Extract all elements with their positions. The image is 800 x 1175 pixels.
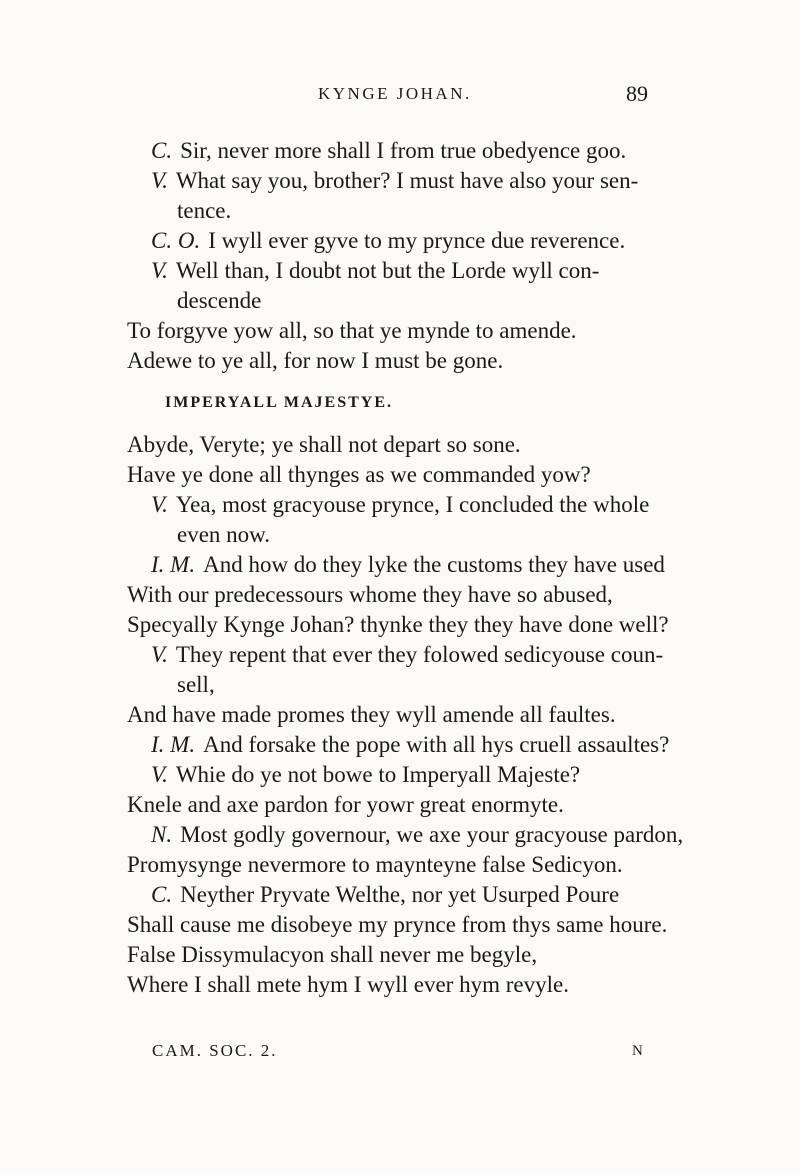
- text-line: [0, 790, 800, 820]
- line-text: even now.: [177, 522, 271, 547]
- line-text: What say you, brother? I must have also your sen-: [175, 168, 639, 193]
- page-number: 89: [626, 81, 648, 106]
- line-text: Specyally Kynge Johan? thynke they they have done well?: [127, 612, 669, 637]
- line-text: Sir, never more shall I from true obedyence goo.: [180, 138, 627, 163]
- signature-line: CAM. SOC. 2.: [152, 1041, 278, 1060]
- speaker: V.: [151, 258, 168, 283]
- line-text: With our predecessours whome they have so abused,: [127, 582, 613, 607]
- text-line: [0, 490, 800, 520]
- text-line: [0, 286, 800, 316]
- speaker: C.: [151, 882, 173, 907]
- speaker: I. M.: [151, 552, 196, 577]
- text-line: [0, 880, 800, 910]
- text-line: [0, 196, 800, 226]
- text-line: [0, 910, 800, 940]
- text-line: [0, 970, 800, 1000]
- line-text: Knele and axe pardon for yowr great enormyte.: [127, 792, 564, 817]
- page-footer: [0, 1041, 800, 1071]
- line-text: And how do they lyke the customs they have used: [203, 552, 665, 577]
- line-text: Well than, I doubt not but the Lorde wyll con-: [175, 258, 600, 283]
- text-line: [0, 460, 800, 490]
- line-text: Abyde, Veryte; ye shall not depart so sone.: [127, 432, 521, 457]
- text-line: [0, 226, 800, 256]
- line-text: Promysynge nevermore to maynteyne false Sedicyon.: [127, 852, 623, 877]
- text-line: [0, 760, 800, 790]
- speaker: V.: [151, 642, 168, 667]
- speaker: N.: [151, 822, 173, 847]
- text-line: [0, 550, 800, 580]
- speaker: V.: [151, 492, 168, 517]
- text-line: [0, 850, 800, 880]
- line-text: Whie do ye not bowe to Imperyall Majeste?: [175, 762, 581, 787]
- speaker: V.: [151, 762, 168, 787]
- speaker: C.: [151, 138, 173, 163]
- text-line: [0, 610, 800, 640]
- line-text: sell,: [177, 672, 215, 697]
- speaker-heading: IMPERYALL MAJESTYE.: [165, 394, 393, 411]
- line-text: They repent that ever they folowed sedicyouse coun-: [175, 642, 664, 667]
- line-text: Adewe to ye all, for now I must be gone.: [127, 348, 504, 373]
- text-line: [0, 640, 800, 670]
- line-text: Have ye done all thynges as we commanded yow?: [127, 462, 591, 487]
- text-line: [0, 136, 800, 166]
- running-head: [0, 81, 800, 114]
- text-line: [0, 166, 800, 196]
- text-line: [0, 430, 800, 460]
- signature-mark: N: [632, 1043, 643, 1059]
- line-text: Most godly governour, we axe your gracyouse pardon,: [180, 822, 684, 847]
- text-line: [0, 820, 800, 850]
- text-line: [0, 580, 800, 610]
- line-text: False Dissymulacyon shall never me begyle,: [127, 942, 538, 967]
- speaker: C. O.: [151, 228, 201, 253]
- speaker: I. M.: [151, 732, 196, 757]
- play-text: [0, 136, 800, 1000]
- line-text: To forgyve yow all, so that ye mynde to amende.: [127, 318, 577, 343]
- text-line: [0, 730, 800, 760]
- text-line: [0, 316, 800, 346]
- line-text: descende: [177, 288, 262, 313]
- line-text: I wyll ever gyve to my prynce due reverence.: [208, 228, 626, 253]
- line-text: And have made promes they wyll amende all faultes.: [127, 702, 616, 727]
- text-line: [0, 670, 800, 700]
- line-text: Yea, most gracyouse prynce, I concluded the whole: [175, 492, 650, 517]
- line-text: tence.: [177, 198, 232, 223]
- text-line: [0, 346, 800, 376]
- line-text: Neyther Pryvate Welthe, nor yet Usurped Poure: [180, 882, 620, 907]
- speaker: V.: [151, 168, 168, 193]
- text-line: [0, 520, 800, 550]
- text-line: [0, 940, 800, 970]
- text-line: [0, 700, 800, 730]
- text-line: [0, 256, 800, 286]
- line-text: Where I shall mete hym I wyll ever hym revyle.: [127, 972, 569, 997]
- running-title: KYNGE JOHAN.: [318, 84, 472, 103]
- line-text: And forsake the pope with all hys cruell assaultes?: [203, 732, 670, 757]
- line-text: Shall cause me disobeye my prynce from thys same houre.: [127, 912, 668, 937]
